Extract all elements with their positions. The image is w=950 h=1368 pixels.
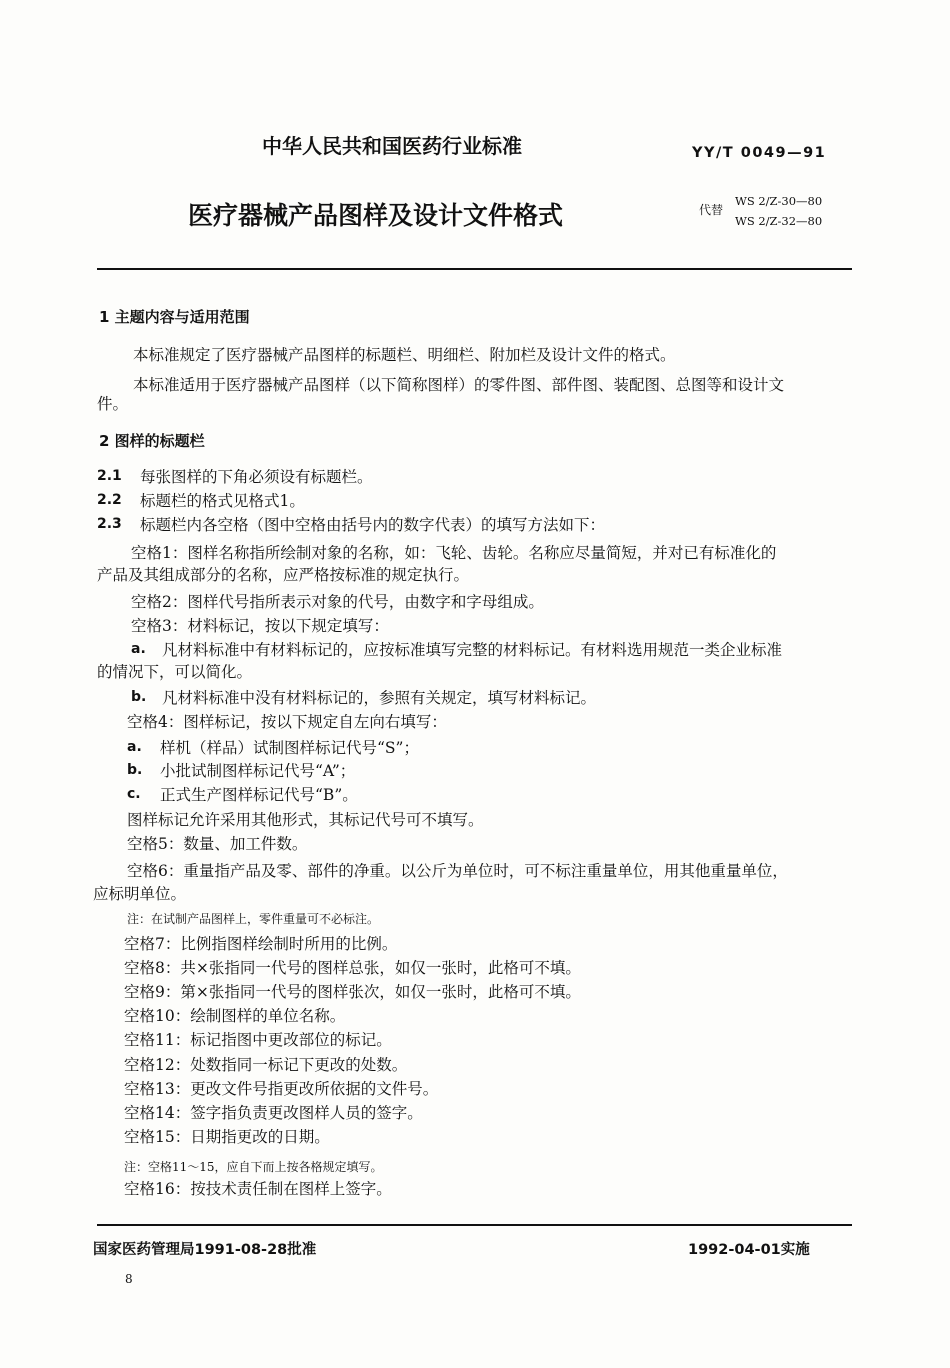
box-3-item-a-label: a. xyxy=(131,641,146,657)
box-13: 空格13：更改文件号指更改所依据的文件号。 xyxy=(124,1080,439,1098)
box-4-item-b: 小批试制图样标记代号“A”； xyxy=(160,762,356,780)
box-4-item-c-label: c. xyxy=(127,786,141,802)
header-rule xyxy=(97,268,852,270)
box-10: 空格10：绘制图样的单位名称。 xyxy=(124,1007,346,1025)
box-3: 空格3：材料标记，按以下规定填写： xyxy=(131,617,389,635)
clause-2-3-number: 2.3 xyxy=(97,516,122,532)
box-14: 空格14：签字指负责更改图样人员的签字。 xyxy=(124,1104,423,1122)
replaced-standard-1: WS 2/Z-30—80 xyxy=(735,194,823,208)
clause-2-1-number: 2.1 xyxy=(97,468,122,484)
box-3-item-a-line-2: 的情况下，可以简化。 xyxy=(97,663,253,681)
footer-rule xyxy=(97,1224,852,1226)
effective-date: 1992-04-01实施 xyxy=(688,1242,810,1258)
box-6-line-a: 空格6：重量指产品及零、部件的净重。以公斤为单位时，可不标注重量单位，用其他重量单位， xyxy=(127,862,788,880)
box-9: 空格9：第×张指同一代号的图样张次，如仅一张时，此格可不填。 xyxy=(124,983,581,1001)
section-2-heading: 2 图样的标题栏 xyxy=(99,432,205,450)
s1-paragraph-1: 本标准规定了医疗器械产品图样的标题栏、明细栏、附加栏及设计文件的格式。 xyxy=(133,346,676,364)
section-1-heading: 1 主题内容与适用范围 xyxy=(99,308,250,326)
replaces-label: 代替 xyxy=(699,203,724,217)
approval-line: 国家医药管理局1991-08-28批准 xyxy=(93,1242,317,1258)
note-2: 注：空格11～15，应自下而上按各格规定填写。 xyxy=(124,1160,383,1174)
box-3-item-b: 凡材料标准中没有材料标记的，参照有关规定，填写材料标记。 xyxy=(162,689,597,707)
box-3-item-a-line-1: 凡材料标准中有材料标记的，应按标准填写完整的材料标记。有材料选用规范一类企业标准 xyxy=(162,641,783,659)
box-4-item-a: 样机（样品）试制图样标记代号“S”； xyxy=(160,739,419,757)
box-1-line-b: 产品及其组成部分的名称，应严格按标准的规定执行。 xyxy=(97,566,470,584)
box-16: 空格16：按技术责任制在图样上签字。 xyxy=(124,1180,392,1198)
page-number: 8 xyxy=(125,1272,133,1286)
replaced-standard-2: WS 2/Z-32—80 xyxy=(735,214,823,228)
box-15: 空格15：日期指更改的日期。 xyxy=(124,1128,330,1146)
box-4-item-b-label: b. xyxy=(127,762,143,778)
note-1: 注：在试制产品图样上，零件重量可不必标注。 xyxy=(127,912,380,926)
s1-paragraph-2b: 件。 xyxy=(97,395,129,413)
box-4: 空格4：图样标记，按以下规定自左向右填写： xyxy=(127,713,447,731)
box-6-line-b: 应标明单位。 xyxy=(93,885,187,903)
document-title: 医疗器械产品图样及设计文件格式 xyxy=(188,201,564,230)
standard-number: YY/T 0049—91 xyxy=(692,145,827,161)
org-title: 中华人民共和国医药行业标准 xyxy=(262,134,522,158)
box-3-item-b-label: b. xyxy=(131,689,147,705)
clause-2-3-text: 标题栏内各空格（图中空格由括号内的数字代表）的填写方法如下： xyxy=(140,516,606,534)
clause-2-2-text: 标题栏的格式见格式1。 xyxy=(140,492,305,510)
box-1-line-a: 空格1：图样名称指所绘制对象的名称，如：飞轮、齿轮。名称应尽量简短，并对已有标准化的 xyxy=(131,544,777,562)
box-5: 空格5：数量、加工件数。 xyxy=(127,835,308,853)
box-8: 空格8：共×张指同一代号的图样总张，如仅一张时，此格可不填。 xyxy=(124,959,581,977)
s1-paragraph-2a: 本标准适用于医疗器械产品图样（以下简称图样）的零件图、部件图、装配图、总图等和设计文 xyxy=(133,376,785,394)
box-12: 空格12：处数指同一标记下更改的处数。 xyxy=(124,1056,408,1074)
box-4-item-c: 正式生产图样标记代号“B”。 xyxy=(160,786,358,804)
box-4-item-a-label: a. xyxy=(127,739,142,755)
box-7: 空格7：比例指图样绘制时所用的比例。 xyxy=(124,935,398,953)
box-4-note: 图样标记允许采用其他形式，其标记代号可不填写。 xyxy=(127,811,484,829)
clause-2-1-text: 每张图样的下角必须设有标题栏。 xyxy=(140,468,373,486)
box-11: 空格11：标记指图中更改部位的标记。 xyxy=(124,1031,392,1049)
box-2: 空格2：图样代号指所表示对象的代号，由数字和字母组成。 xyxy=(131,593,544,611)
clause-2-2-number: 2.2 xyxy=(97,492,122,508)
